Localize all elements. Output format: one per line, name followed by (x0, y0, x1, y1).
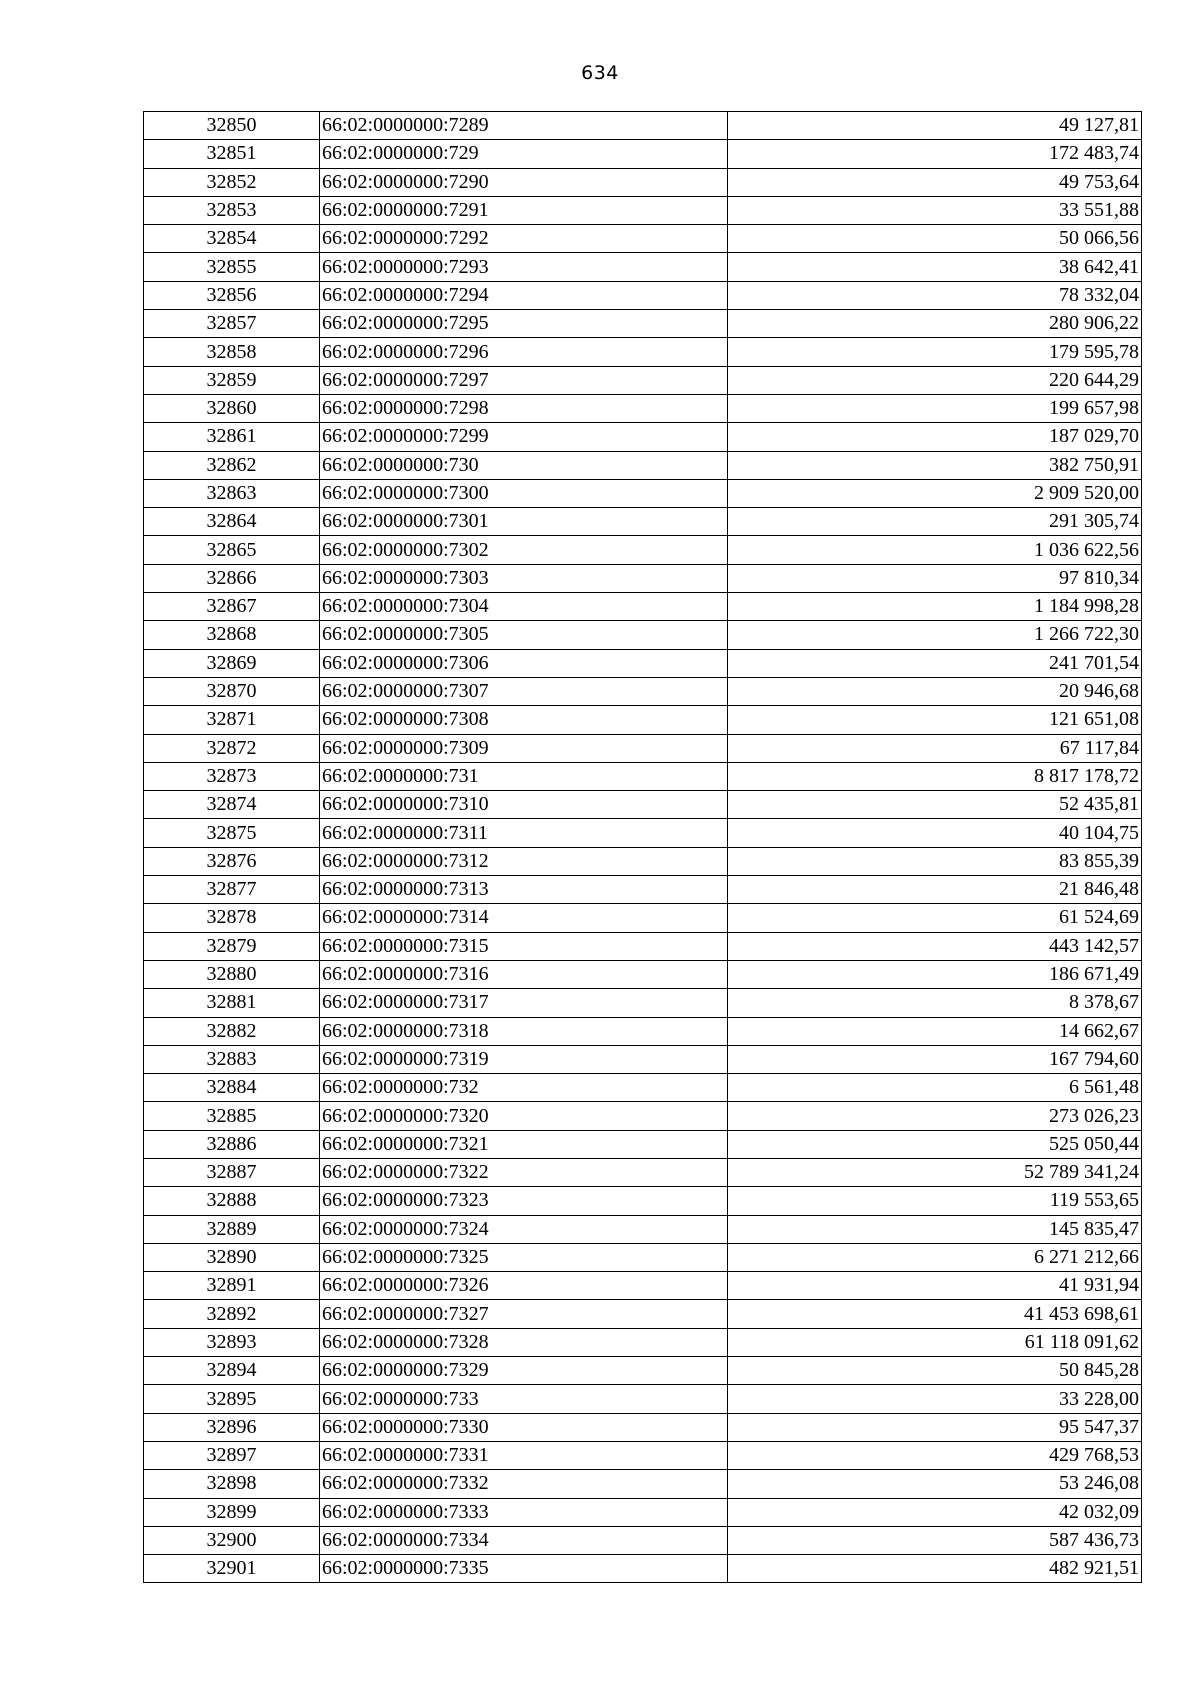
cadastral-number-cell: 66:02:0000000:7308 (320, 706, 728, 734)
table-row (144, 734, 1142, 762)
cadastral-number-cell: 66:02:0000000:7313 (320, 876, 728, 904)
cadastral-value-cell: 52 435,81 (728, 791, 1142, 819)
cadastral-value-cell: 482 921,51 (728, 1555, 1142, 1583)
row-number-cell: 32900 (144, 1526, 320, 1554)
cadastral-value-cell: 50 845,28 (728, 1357, 1142, 1385)
cadastral-number-cell: 66:02:0000000:7332 (320, 1470, 728, 1498)
cadastral-value-cell: 14 662,67 (728, 1017, 1142, 1045)
row-number-cell: 32886 (144, 1130, 320, 1158)
table-row (144, 1300, 1142, 1328)
cadastral-value-cell: 40 104,75 (728, 819, 1142, 847)
cadastral-number-cell: 66:02:0000000:7293 (320, 253, 728, 281)
cadastral-value-cell: 220 644,29 (728, 366, 1142, 394)
table-row (144, 1017, 1142, 1045)
table-row (144, 310, 1142, 338)
row-number-cell: 32882 (144, 1017, 320, 1045)
cadastral-number-cell: 66:02:0000000:7307 (320, 677, 728, 705)
cadastral-value-cell: 199 657,98 (728, 394, 1142, 422)
cadastral-number-cell: 66:02:0000000:7301 (320, 508, 728, 536)
table-row (144, 677, 1142, 705)
cadastral-value-cell: 145 835,47 (728, 1215, 1142, 1243)
cadastral-value-cell: 42 032,09 (728, 1498, 1142, 1526)
row-number-cell: 32856 (144, 281, 320, 309)
table-row (144, 479, 1142, 507)
cadastral-number-cell: 66:02:0000000:7302 (320, 536, 728, 564)
cadastral-number-cell: 66:02:0000000:7291 (320, 196, 728, 224)
cadastral-value-cell: 20 946,68 (728, 677, 1142, 705)
cadastral-number-cell: 66:02:0000000:7289 (320, 112, 728, 140)
row-number-cell: 32892 (144, 1300, 320, 1328)
cadastral-number-cell: 66:02:0000000:7297 (320, 366, 728, 394)
cadastral-value-cell: 119 553,65 (728, 1187, 1142, 1215)
row-number-cell: 32894 (144, 1357, 320, 1385)
cadastral-number-cell: 66:02:0000000:7334 (320, 1526, 728, 1554)
cadastral-number-cell: 66:02:0000000:733 (320, 1385, 728, 1413)
row-number-cell: 32850 (144, 112, 320, 140)
cadastral-number-cell: 66:02:0000000:7316 (320, 960, 728, 988)
table-row (144, 225, 1142, 253)
cadastral-number-cell: 66:02:0000000:7310 (320, 791, 728, 819)
cadastral-number-cell: 66:02:0000000:7299 (320, 423, 728, 451)
cadastral-number-cell: 66:02:0000000:7309 (320, 734, 728, 762)
cadastral-value-cell: 41 931,94 (728, 1272, 1142, 1300)
cadastral-value-cell: 187 029,70 (728, 423, 1142, 451)
row-number-cell: 32863 (144, 479, 320, 507)
table-row (144, 1074, 1142, 1102)
row-number-cell: 32860 (144, 394, 320, 422)
table-row (144, 1215, 1142, 1243)
table-row (144, 1328, 1142, 1356)
table-row (144, 1045, 1142, 1073)
cadastral-value-cell: 83 855,39 (728, 847, 1142, 875)
cadastral-value-cell: 186 671,49 (728, 960, 1142, 988)
table-row (144, 451, 1142, 479)
cadastral-value-cell: 1 036 622,56 (728, 536, 1142, 564)
row-number-cell: 32870 (144, 677, 320, 705)
cadastral-number-cell: 66:02:0000000:7317 (320, 989, 728, 1017)
table-row (144, 1498, 1142, 1526)
row-number-cell: 32868 (144, 621, 320, 649)
table-row (144, 394, 1142, 422)
row-number-cell: 32861 (144, 423, 320, 451)
cadastral-value-cell: 38 642,41 (728, 253, 1142, 281)
cadastral-value-cell: 291 305,74 (728, 508, 1142, 536)
row-number-cell: 32891 (144, 1272, 320, 1300)
cadastral-value-cell: 280 906,22 (728, 310, 1142, 338)
row-number-cell: 32876 (144, 847, 320, 875)
table-row (144, 593, 1142, 621)
cadastral-number-cell: 66:02:0000000:7333 (320, 1498, 728, 1526)
row-number-cell: 32893 (144, 1328, 320, 1356)
table-row (144, 168, 1142, 196)
cadastral-number-cell: 66:02:0000000:7290 (320, 168, 728, 196)
table-row (144, 1243, 1142, 1271)
row-number-cell: 32854 (144, 225, 320, 253)
cadastral-value-cell: 49 753,64 (728, 168, 1142, 196)
cadastral-value-cell: 78 332,04 (728, 281, 1142, 309)
row-number-cell: 32898 (144, 1470, 320, 1498)
row-number-cell: 32855 (144, 253, 320, 281)
row-number-cell: 32895 (144, 1385, 320, 1413)
page-number: 634 (581, 62, 619, 84)
row-number-cell: 32862 (144, 451, 320, 479)
row-number-cell: 32885 (144, 1102, 320, 1130)
table-row (144, 791, 1142, 819)
cadastral-value-cell: 50 066,56 (728, 225, 1142, 253)
cadastral-number-cell: 66:02:0000000:7315 (320, 932, 728, 960)
cadastral-value-cell: 587 436,73 (728, 1526, 1142, 1554)
row-number-cell: 32881 (144, 989, 320, 1017)
table-row (144, 281, 1142, 309)
cadastral-value-cell: 53 246,08 (728, 1470, 1142, 1498)
row-number-cell: 32896 (144, 1413, 320, 1441)
cadastral-value-cell: 61 118 091,62 (728, 1328, 1142, 1356)
cadastral-value-cell: 49 127,81 (728, 112, 1142, 140)
cadastral-number-cell: 66:02:0000000:7329 (320, 1357, 728, 1385)
table-row (144, 1272, 1142, 1300)
table-row (144, 819, 1142, 847)
cadastral-number-cell: 66:02:0000000:7320 (320, 1102, 728, 1130)
row-number-cell: 32901 (144, 1555, 320, 1583)
table-row (144, 1158, 1142, 1186)
row-number-cell: 32869 (144, 649, 320, 677)
cadastral-number-cell: 66:02:0000000:7323 (320, 1187, 728, 1215)
row-number-cell: 32890 (144, 1243, 320, 1271)
cadastral-number-cell: 66:02:0000000:7303 (320, 564, 728, 592)
table-row (144, 621, 1142, 649)
row-number-cell: 32859 (144, 366, 320, 394)
cadastral-value-cell: 6 271 212,66 (728, 1243, 1142, 1271)
cadastral-value-cell: 382 750,91 (728, 451, 1142, 479)
row-number-cell: 32887 (144, 1158, 320, 1186)
row-number-cell: 32883 (144, 1045, 320, 1073)
cadastral-value-cell: 33 551,88 (728, 196, 1142, 224)
cadastral-number-cell: 66:02:0000000:7319 (320, 1045, 728, 1073)
row-number-cell: 32853 (144, 196, 320, 224)
cadastral-number-cell: 66:02:0000000:7326 (320, 1272, 728, 1300)
table-row (144, 508, 1142, 536)
table-row (144, 904, 1142, 932)
table-row (144, 1130, 1142, 1158)
cadastral-number-cell: 66:02:0000000:7296 (320, 338, 728, 366)
table-row (144, 196, 1142, 224)
cadastral-value-cell: 179 595,78 (728, 338, 1142, 366)
table-row (144, 876, 1142, 904)
cadastral-value-cell: 8 378,67 (728, 989, 1142, 1017)
table-row (144, 1187, 1142, 1215)
table-row (144, 762, 1142, 790)
table-row (144, 1441, 1142, 1469)
table-row (144, 1357, 1142, 1385)
cadastral-number-cell: 66:02:0000000:7324 (320, 1215, 728, 1243)
cadastral-number-cell: 66:02:0000000:7330 (320, 1413, 728, 1441)
cadastral-number-cell: 66:02:0000000:7311 (320, 819, 728, 847)
table-row (144, 1526, 1142, 1554)
table-row (144, 536, 1142, 564)
cadastral-value-cell: 61 524,69 (728, 904, 1142, 932)
cadastral-number-cell: 66:02:0000000:7304 (320, 593, 728, 621)
cadastral-number-cell: 66:02:0000000:7312 (320, 847, 728, 875)
row-number-cell: 32872 (144, 734, 320, 762)
cadastral-number-cell: 66:02:0000000:732 (320, 1074, 728, 1102)
row-number-cell: 32897 (144, 1441, 320, 1469)
cadastral-number-cell: 66:02:0000000:7321 (320, 1130, 728, 1158)
row-number-cell: 32878 (144, 904, 320, 932)
row-number-cell: 32851 (144, 140, 320, 168)
cadastral-value-cell: 172 483,74 (728, 140, 1142, 168)
table-row (144, 366, 1142, 394)
cadastral-value-cell: 525 050,44 (728, 1130, 1142, 1158)
table-body (144, 112, 1142, 1583)
cadastral-number-cell: 66:02:0000000:7314 (320, 904, 728, 932)
cadastral-number-cell: 66:02:0000000:7328 (320, 1328, 728, 1356)
cadastral-value-cell: 443 142,57 (728, 932, 1142, 960)
table-row (144, 706, 1142, 734)
cadastral-value-cell: 429 768,53 (728, 1441, 1142, 1469)
row-number-cell: 32852 (144, 168, 320, 196)
cadastral-number-cell: 66:02:0000000:7292 (320, 225, 728, 253)
cadastral-value-cell: 21 846,48 (728, 876, 1142, 904)
table-row (144, 932, 1142, 960)
row-number-cell: 32874 (144, 791, 320, 819)
row-number-cell: 32857 (144, 310, 320, 338)
cadastral-number-cell: 66:02:0000000:7306 (320, 649, 728, 677)
cadastral-value-cell: 41 453 698,61 (728, 1300, 1142, 1328)
table-row (144, 1555, 1142, 1583)
cadastral-value-cell: 67 117,84 (728, 734, 1142, 762)
row-number-cell: 32877 (144, 876, 320, 904)
row-number-cell: 32867 (144, 593, 320, 621)
cadastral-number-cell: 66:02:0000000:7298 (320, 394, 728, 422)
cadastral-value-cell: 1 184 998,28 (728, 593, 1142, 621)
cadastral-value-cell: 6 561,48 (728, 1074, 1142, 1102)
row-number-cell: 32879 (144, 932, 320, 960)
table-row (144, 989, 1142, 1017)
table-row (144, 423, 1142, 451)
cadastral-value-cell: 52 789 341,24 (728, 1158, 1142, 1186)
row-number-cell: 32888 (144, 1187, 320, 1215)
row-number-cell: 32875 (144, 819, 320, 847)
cadastral-number-cell: 66:02:0000000:7300 (320, 479, 728, 507)
cadastral-value-cell: 95 547,37 (728, 1413, 1142, 1441)
cadastral-number-cell: 66:02:0000000:7335 (320, 1555, 728, 1583)
table-row (144, 1470, 1142, 1498)
cadastral-value-cell: 241 701,54 (728, 649, 1142, 677)
cadastral-value-cell: 121 651,08 (728, 706, 1142, 734)
row-number-cell: 32899 (144, 1498, 320, 1526)
table-row (144, 960, 1142, 988)
table-row (144, 253, 1142, 281)
table-row (144, 140, 1142, 168)
row-number-cell: 32864 (144, 508, 320, 536)
cadastral-value-cell: 167 794,60 (728, 1045, 1142, 1073)
cadastral-number-cell: 66:02:0000000:729 (320, 140, 728, 168)
table-row (144, 112, 1142, 140)
row-number-cell: 32884 (144, 1074, 320, 1102)
cadastral-number-cell: 66:02:0000000:730 (320, 451, 728, 479)
cadastral-value-table (143, 111, 1142, 1583)
table-row (144, 1413, 1142, 1441)
row-number-cell: 32865 (144, 536, 320, 564)
table-row (144, 564, 1142, 592)
row-number-cell: 32873 (144, 762, 320, 790)
cadastral-number-cell: 66:02:0000000:7325 (320, 1243, 728, 1271)
cadastral-value-cell: 1 266 722,30 (728, 621, 1142, 649)
cadastral-number-cell: 66:02:0000000:7318 (320, 1017, 728, 1045)
cadastral-value-cell: 273 026,23 (728, 1102, 1142, 1130)
cadastral-value-cell: 97 810,34 (728, 564, 1142, 592)
table-row (144, 847, 1142, 875)
row-number-cell: 32889 (144, 1215, 320, 1243)
table-row (144, 1102, 1142, 1130)
cadastral-number-cell: 66:02:0000000:7295 (320, 310, 728, 338)
cadastral-value-cell: 2 909 520,00 (728, 479, 1142, 507)
cadastral-number-cell: 66:02:0000000:7305 (320, 621, 728, 649)
cadastral-number-cell: 66:02:0000000:7331 (320, 1441, 728, 1469)
cadastral-number-cell: 66:02:0000000:731 (320, 762, 728, 790)
table-row (144, 338, 1142, 366)
table-row (144, 649, 1142, 677)
table-row (144, 1385, 1142, 1413)
cadastral-number-cell: 66:02:0000000:7294 (320, 281, 728, 309)
row-number-cell: 32871 (144, 706, 320, 734)
row-number-cell: 32858 (144, 338, 320, 366)
row-number-cell: 32880 (144, 960, 320, 988)
cadastral-number-cell: 66:02:0000000:7322 (320, 1158, 728, 1186)
cadastral-value-cell: 8 817 178,72 (728, 762, 1142, 790)
cadastral-value-cell: 33 228,00 (728, 1385, 1142, 1413)
cadastral-number-cell: 66:02:0000000:7327 (320, 1300, 728, 1328)
row-number-cell: 32866 (144, 564, 320, 592)
